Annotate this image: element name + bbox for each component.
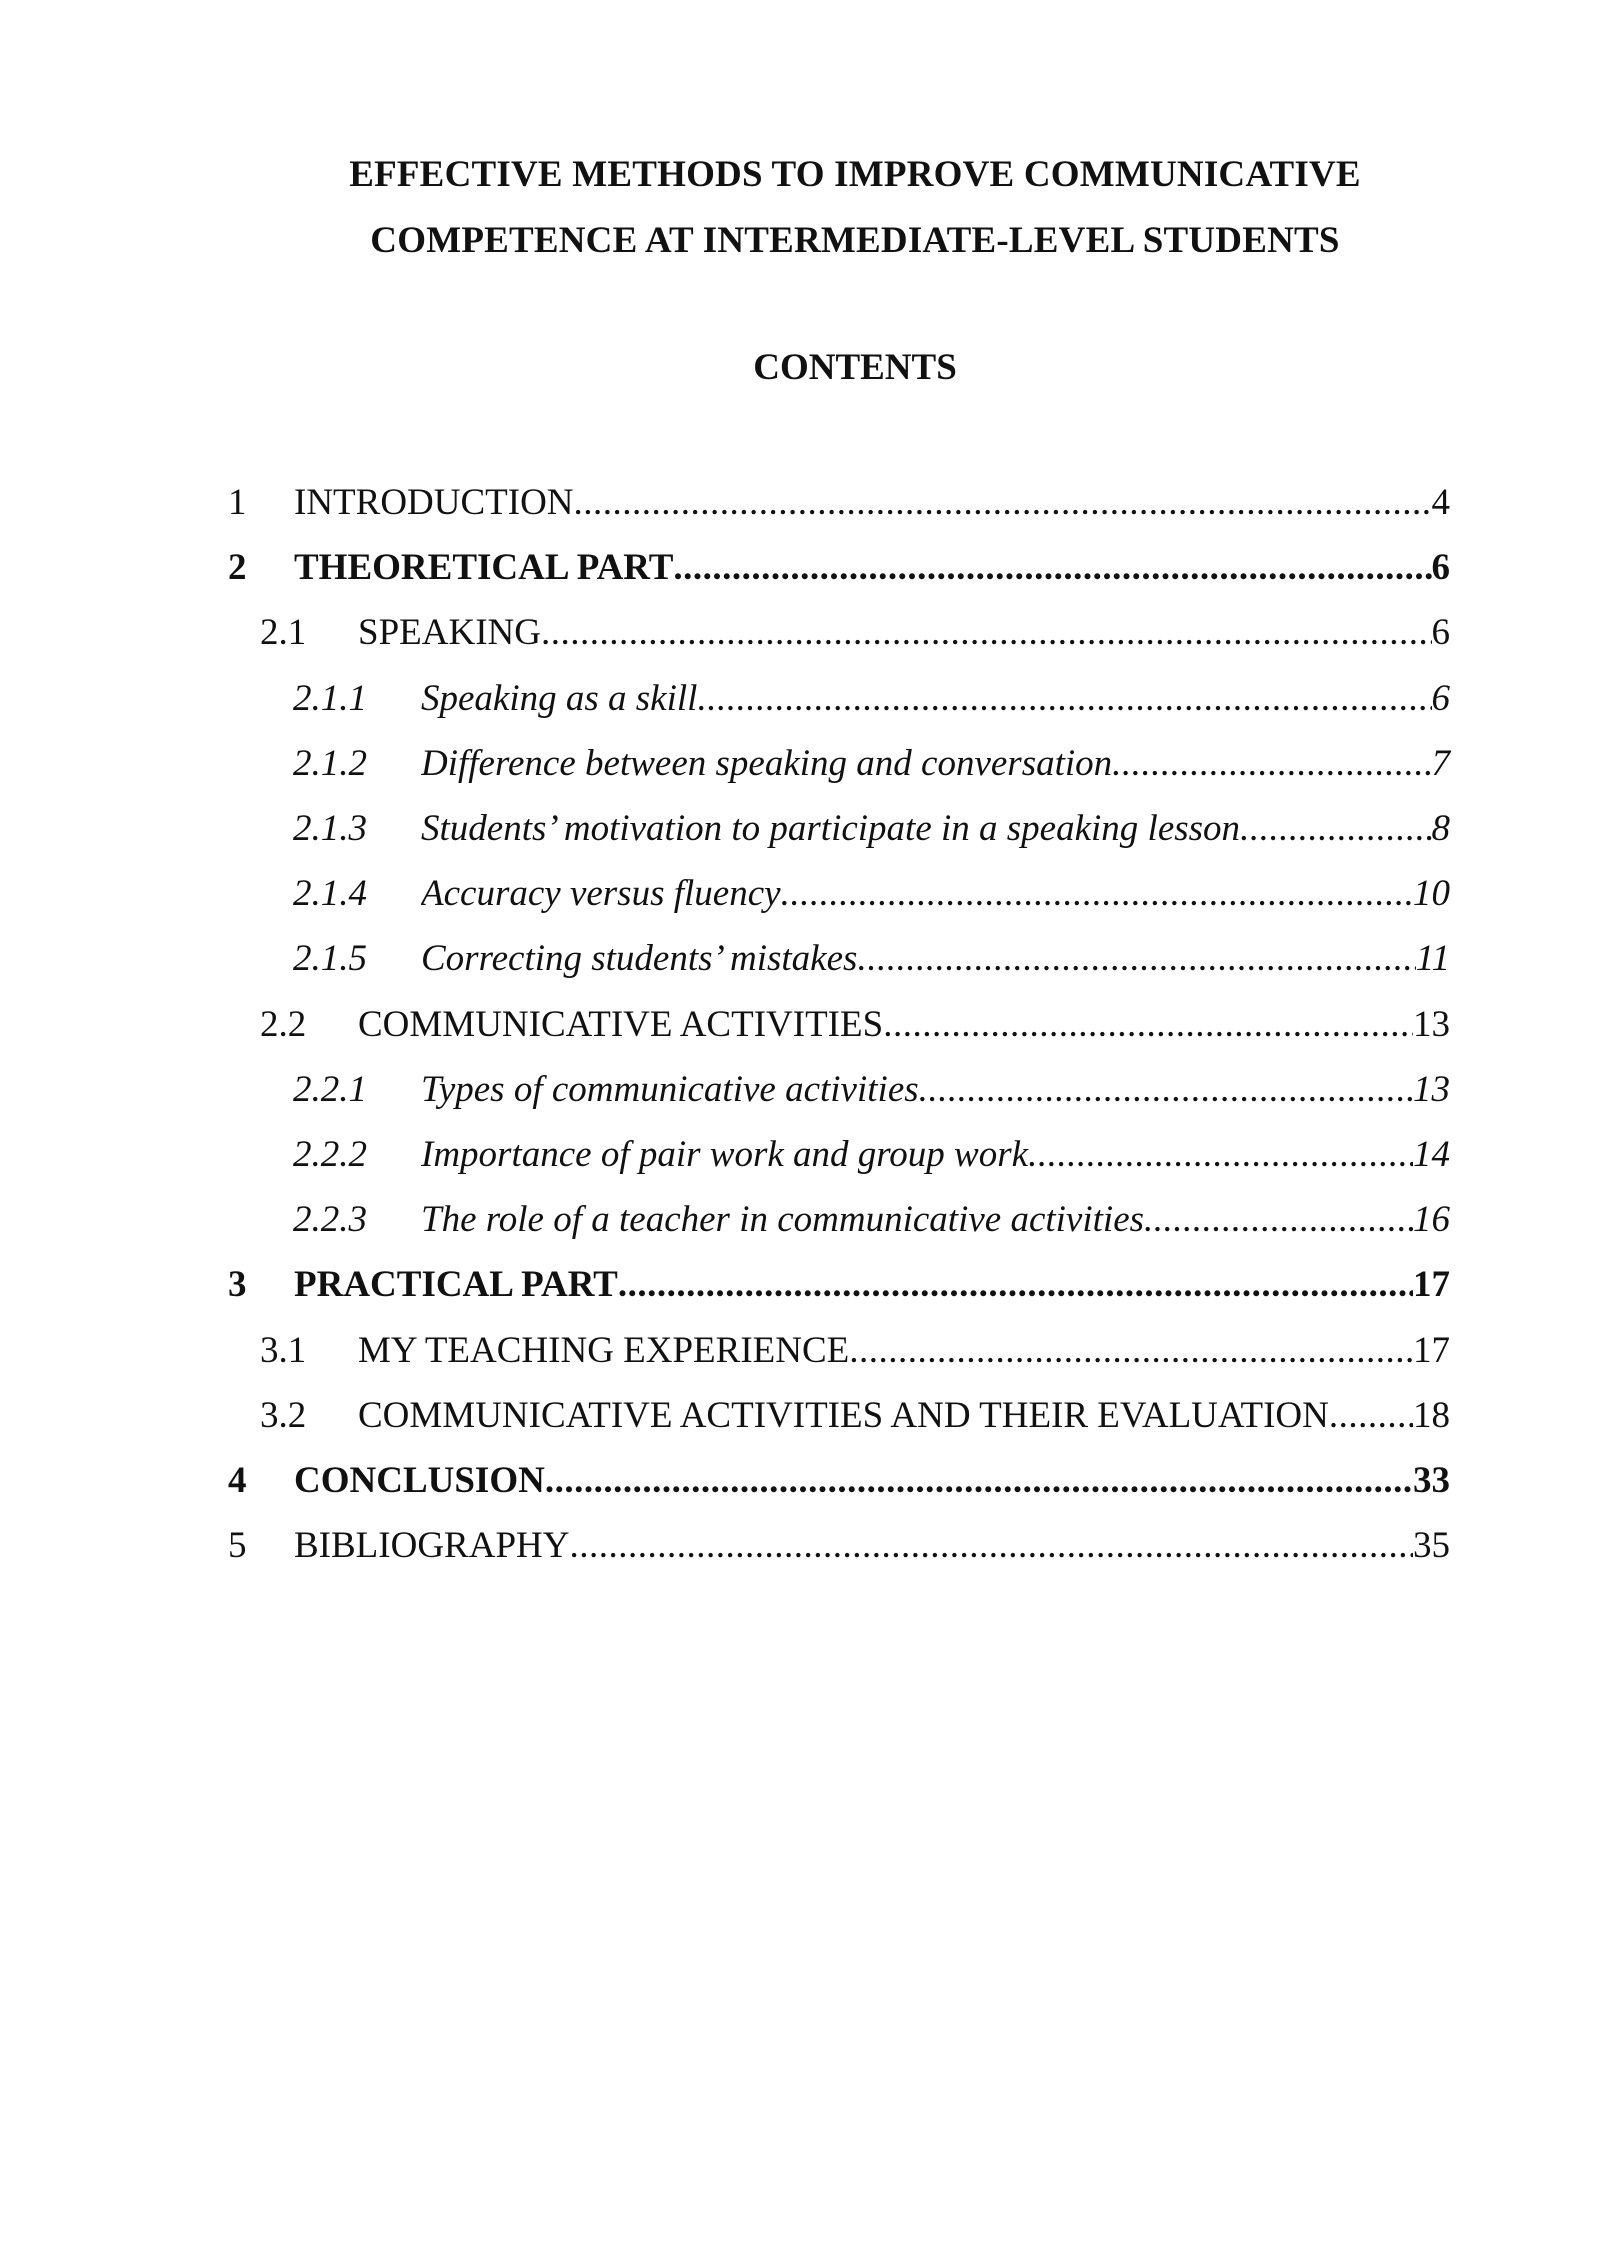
toc-label: PRACTICAL PART [294, 1264, 618, 1306]
toc-number: 2.2 [260, 1003, 307, 1045]
dot-leader [1329, 1394, 1413, 1437]
dot-leader [1112, 742, 1431, 785]
toc-page-number: 4 [1431, 482, 1450, 524]
title-line-1: EFFECTIVE METHODS TO IMPROVE COMMUNICATIVE [349, 154, 1361, 195]
toc-number: 5 [228, 1525, 247, 1567]
toc-page-number: 8 [1431, 808, 1450, 850]
toc-label: COMMUNICATIVE ACTIVITIES AND THEIR EVALUATION [358, 1394, 1329, 1436]
dot-leader [1240, 807, 1431, 850]
toc-label: Types of communicative activities [421, 1068, 919, 1110]
toc-entry[interactable] [228, 1383, 1450, 1448]
dot-leader [697, 677, 1431, 720]
toc-label: BIBLIOGRAPHY [294, 1525, 570, 1567]
toc-entry[interactable] [228, 926, 1450, 991]
dot-leader [1144, 1198, 1413, 1241]
toc-number: 2.1.4 [293, 873, 367, 915]
toc-entry[interactable] [228, 600, 1450, 665]
document-title [230, 142, 1480, 274]
table-of-contents [228, 470, 1450, 1578]
dot-leader [574, 481, 1432, 524]
dot-leader [569, 1524, 1413, 1567]
toc-entry[interactable] [228, 1317, 1450, 1382]
toc-label: Importance of pair work and group work [421, 1133, 1029, 1175]
toc-page-number: 14 [1413, 1133, 1450, 1175]
toc-page-number: 17 [1413, 1264, 1450, 1306]
dot-leader [919, 1068, 1413, 1111]
toc-number: 3 [228, 1264, 247, 1306]
toc-number: 3.1 [260, 1329, 307, 1371]
toc-entry[interactable] [228, 796, 1450, 861]
toc-number: 2.1.2 [293, 742, 367, 784]
toc-page-number: 6 [1431, 547, 1450, 589]
toc-page-number: 13 [1413, 1068, 1450, 1110]
toc-entry[interactable] [228, 470, 1450, 535]
toc-entry[interactable] [228, 992, 1450, 1057]
toc-label: CONCLUSION [294, 1459, 545, 1501]
toc-entry[interactable] [228, 1187, 1450, 1252]
toc-page-number: 13 [1413, 1003, 1450, 1045]
toc-number: 3.2 [260, 1394, 307, 1436]
toc-label: SPEAKING [358, 612, 541, 654]
dot-leader [545, 1459, 1413, 1502]
dot-leader [1028, 1133, 1413, 1176]
toc-label: Speaking as a skill [421, 677, 698, 719]
toc-label: MY TEACHING EXPERIENCE [358, 1329, 850, 1371]
dot-leader [673, 546, 1431, 589]
toc-number: 2.1.5 [293, 938, 367, 980]
toc-label: INTRODUCTION [294, 482, 574, 524]
toc-page-number: 7 [1431, 742, 1450, 784]
dot-leader [618, 1263, 1413, 1306]
contents-heading: CONTENTS [753, 347, 957, 388]
toc-page-number: 18 [1413, 1394, 1450, 1436]
toc-label: THEORETICAL PART [294, 547, 674, 589]
toc-number: 2.2.2 [293, 1133, 367, 1175]
toc-label: Students’ motivation to participate in a speaking lesson [421, 808, 1241, 850]
toc-entry[interactable] [228, 1448, 1450, 1513]
dot-leader [883, 1003, 1413, 1046]
toc-page-number: 33 [1413, 1459, 1450, 1501]
toc-number: 2.2.1 [293, 1068, 367, 1110]
toc-page-number: 10 [1413, 873, 1450, 915]
toc-number: 2.2.3 [293, 1199, 367, 1241]
toc-page-number: 6 [1431, 612, 1450, 654]
toc-label: COMMUNICATIVE ACTIVITIES [358, 1003, 884, 1045]
toc-entry[interactable] [228, 861, 1450, 926]
toc-entry[interactable] [228, 1122, 1450, 1187]
toc-label: Accuracy versus fluency [421, 873, 781, 915]
dot-leader [849, 1329, 1413, 1372]
toc-entry[interactable] [228, 731, 1450, 796]
toc-label: Difference between speaking and conversation [421, 742, 1113, 784]
title-line-2: COMPETENCE AT INTERMEDIATE-LEVEL STUDENTS [370, 220, 1340, 261]
toc-entry[interactable] [228, 1513, 1450, 1578]
toc-entry[interactable] [228, 1057, 1450, 1122]
toc-page-number: 11 [1415, 938, 1450, 980]
dot-leader [541, 611, 1432, 654]
dot-leader [781, 872, 1413, 915]
toc-entry[interactable] [228, 666, 1450, 731]
toc-entry[interactable] [228, 1252, 1450, 1317]
toc-number: 2 [228, 547, 247, 589]
toc-number: 2.1 [260, 612, 307, 654]
toc-entry[interactable] [228, 535, 1450, 600]
toc-page-number: 17 [1413, 1329, 1450, 1371]
toc-number: 4 [228, 1459, 247, 1501]
toc-page-number: 35 [1413, 1525, 1450, 1567]
toc-label: Correcting students’ mistakes [421, 938, 858, 980]
dot-leader [857, 937, 1415, 980]
toc-number: 1 [228, 482, 247, 524]
toc-label: The role of a teacher in communicative activities [421, 1199, 1145, 1241]
toc-page-number: 6 [1431, 677, 1450, 719]
toc-number: 2.1.1 [293, 677, 367, 719]
toc-number: 2.1.3 [293, 808, 367, 850]
toc-page-number: 16 [1413, 1199, 1450, 1241]
